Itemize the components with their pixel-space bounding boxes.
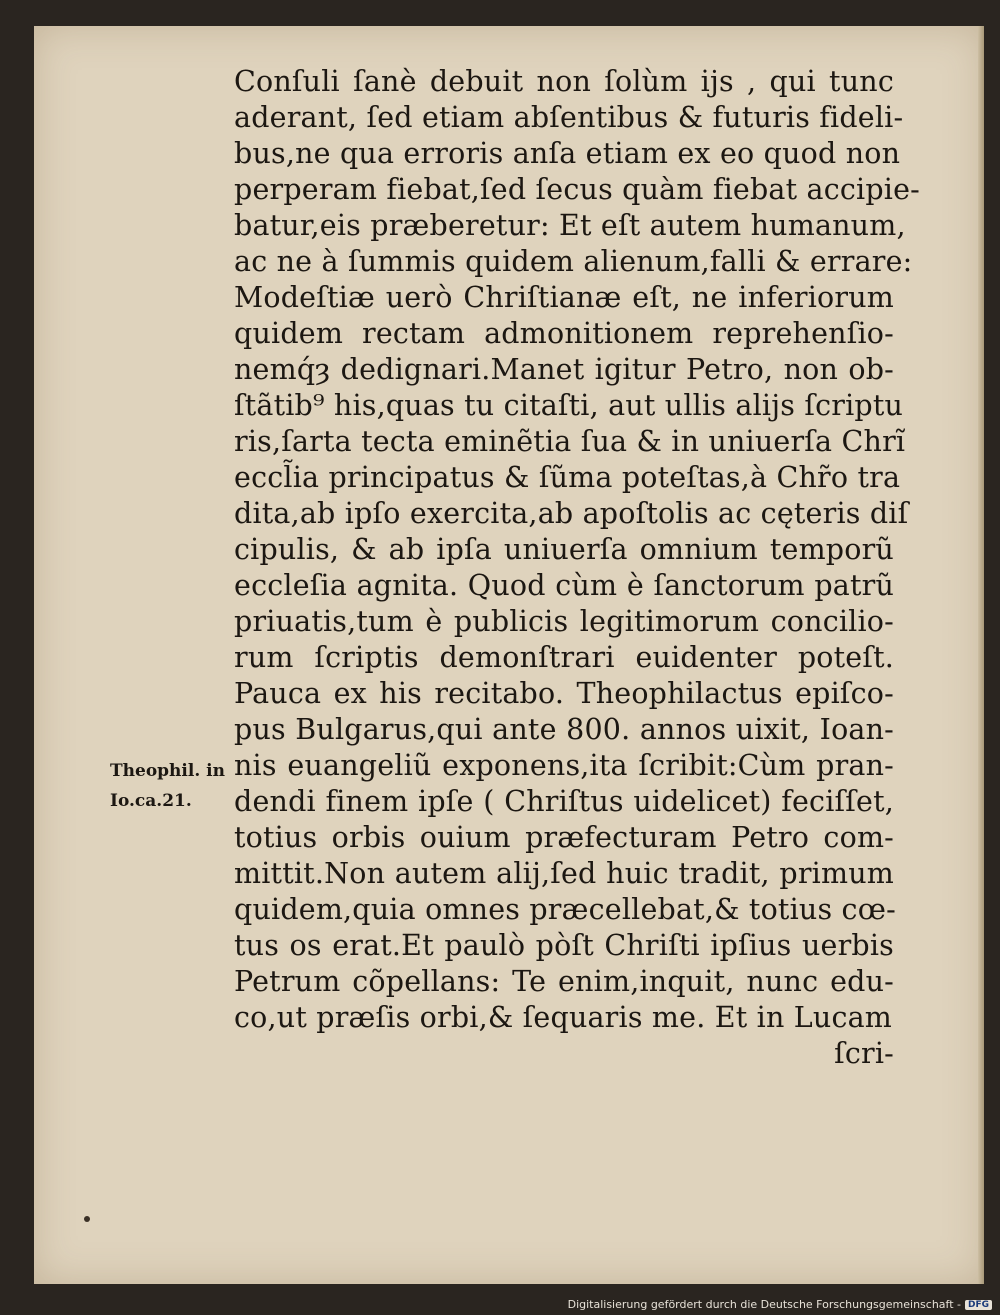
text-line: batur,eis præberetur: Et eſt autem humanum,	[234, 209, 906, 242]
text-line: mittit.Non autem alij,ſed huic tradit, primum	[234, 857, 894, 890]
text-line: dita,ab ipſo exercita,ab apoſtolis ac cęteris diſ	[234, 497, 909, 530]
body-text	[234, 64, 920, 1072]
catchword: ſcri-	[834, 1037, 894, 1070]
text-line: aderant, ſed etiam abſentibus & futuris fideli-	[234, 101, 904, 134]
text-line: Conſuli ſanè debuit non ſolùm ijs , qui tunc	[234, 65, 894, 98]
text-line: nis euangeliũ exponens,ita ſcribit:Cùm pran-	[234, 749, 894, 782]
marginal-note	[110, 756, 225, 816]
text-line: co,ut præſis orbi,& ſequaris me. Et in Lucam	[234, 1001, 893, 1034]
text-line: Pauca ex his recitabo. Theophilactus epiſco-	[234, 677, 894, 710]
digitization-footer	[568, 1298, 992, 1311]
text-line: eccleſia agnita. Quod cùm è ſanctorum patrũ	[234, 569, 894, 602]
marginal-note-line-1: Theophil. in	[110, 761, 225, 781]
page-spine-edge	[978, 26, 984, 1284]
text-line: Petrum cõpellans: Te enim,inquit, nunc edu-	[234, 965, 894, 998]
footer-text: Digitalisierung gefördert durch die Deutsche Forschungsgemeinschaft -	[567, 1298, 961, 1311]
text-line: bus,ne qua erroris anſa etiam ex eo quod non	[234, 137, 901, 170]
text-line: cipulis, & ab ipſa uniuerſa omnium temporũ	[234, 533, 894, 566]
text-line: rum ſcriptis demonſtrari euidenter poteſt.	[234, 641, 894, 674]
text-line: eccl̃ia principatus & ſũma poteſtas,à Chr̃o tra	[234, 461, 901, 494]
text-line: nemq́ȝ dedignari.Manet igitur Petro, non ob-	[234, 353, 894, 386]
text-line: ris,ſarta tecta eminẽtia ſua & in uniuerſa Chrĩ	[234, 425, 906, 458]
text-line: quidem rectam admonitionem reprehenſio-	[234, 317, 894, 350]
text-line: dendi finem ipſe ( Chriſtus uidelicet) feciſſet,	[234, 785, 894, 818]
text-line: Modeſtiæ uerò Chriſtianæ eſt, ne inferiorum	[234, 281, 894, 314]
text-line: tus os erat.Et paulò pòſt Chriſti ipſius uerbis	[234, 929, 894, 962]
marginal-note-line-2: Io.ca.21.	[110, 791, 192, 811]
text-line: totius orbis ouium præfecturam Petro com-	[234, 821, 894, 854]
text-line: ac ne à ſummis quidem alienum,falli & errare:	[234, 245, 913, 278]
text-line: perperam fiebat,ſed ſecus quàm fiebat accipie-	[234, 173, 920, 206]
text-line: pus Bulgarus,qui ante 800. annos uixit, Ioan-	[234, 713, 894, 746]
text-line: quidem,quia omnes præcellebat,& totius cœ-	[234, 893, 896, 926]
text-line: ſtãtib⁹ his,quas tu citaſti, aut ullis alijs ſcriptu	[234, 389, 904, 422]
ink-spot	[84, 1216, 90, 1222]
dfg-logo: DFG	[965, 1300, 992, 1310]
text-line: priuatis,tum è publicis legitimorum concilio-	[234, 605, 894, 638]
